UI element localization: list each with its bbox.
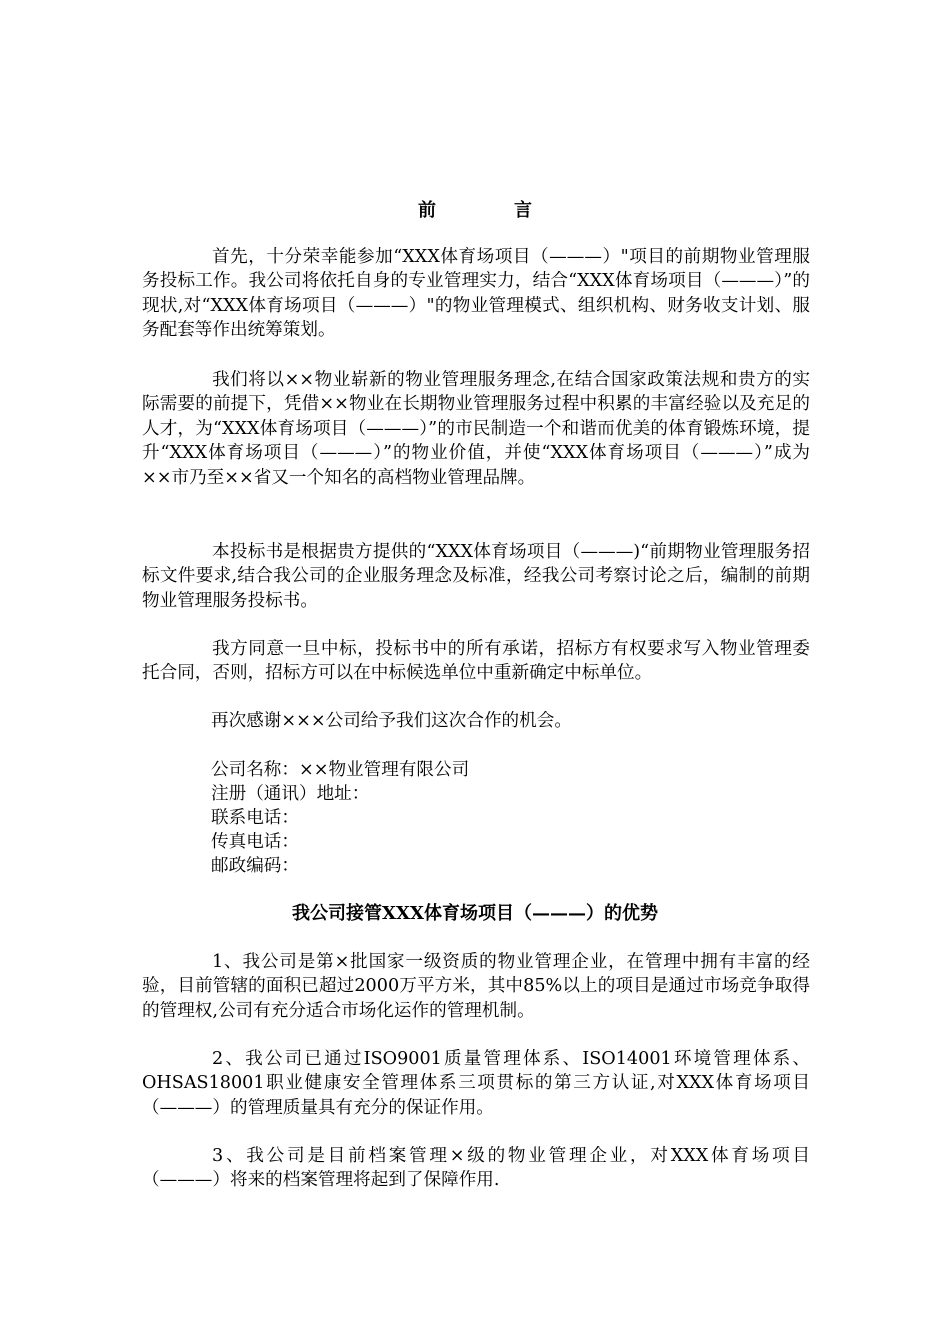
thanks-line: 再次感谢×××公司给予我们这次合作的机会。 [211, 711, 572, 731]
advantages-title: 我公司接管XXX体育场项目（———）的优势 [292, 903, 658, 924]
address-line: 注册（通讯）地址： [211, 784, 370, 804]
preface-paragraph-3: 本投标书是根据贵方提供的“XXX体育场项目（———)“前期物业管理服务招标文件要求,结合我公司的企业服务理念及标准，经我公司考察讨论之后，编制的前期物业管理服务投标书。 [142, 542, 810, 611]
advantage-item-1: 1、我公司是第×批国家一级资质的物业管理企业，在管理中拥有丰富的经验，目前管辖的面积已超过2000万平方米，其中85%以上的项目是通过市场竞争取得的管理权,公司有充分适合市场化运作的管理机制。 [142, 952, 810, 1021]
fax-line: 传真电话： [211, 832, 299, 852]
company-name-line: 公司名称：××物业管理有限公司 [211, 760, 470, 780]
preface-paragraph-2: 我们将以××物业崭新的物业管理服务理念,在结合国家政策法规和贵方的实际需要的前提下，凭借××物业在长期物业管理服务过程中积累的丰富经验以及充足的人才，为“XXX体育场项目（———）”的市民制造一个和谐而优美的体育锻炼环境，提升“XXX体育场项目（———）”的物业价值，并使“XXX体育场项目（———）”成为××市乃至××省又一个知名的高档物业管理品牌。 [142, 370, 810, 488]
postcode-line: 邮政编码： [211, 856, 299, 876]
preface-title: 前 言 [418, 200, 562, 221]
preface-paragraph-4: 我方同意一旦中标，投标书中的所有承诺，招标方有权要求写入物业管理委托合同，否则，招标方可以在中标候选单位中重新确定中标单位。 [142, 639, 810, 684]
advantage-item-3: 3、我公司是目前档案管理×级的物业管理企业，对XXX体育场项目（———）将来的档案管理将起到了保障作用. [142, 1146, 810, 1191]
advantage-item-2: 2、我公司已通过ISO9001质量管理体系、ISO14001环境管理体系、OHSAS18001职业健康安全管理体系三项贯标的第三方认证,对XXX体育场项目（———）的管理质量具有充分的保证作用。 [142, 1049, 810, 1118]
phone-line: 联系电话： [211, 808, 299, 828]
preface-paragraph-1: 首先，十分荣幸能参加“XXX体育场项目（———）"项目的前期物业管理服务投标工作。我公司将依托自身的专业管理实力，结合“XXX体育场项目（———）”的现状,对“XXX体育场项目（———）"的物业管理模式、组织机构、财务收支计划、服务配套等作出统筹策划。 [142, 247, 810, 341]
